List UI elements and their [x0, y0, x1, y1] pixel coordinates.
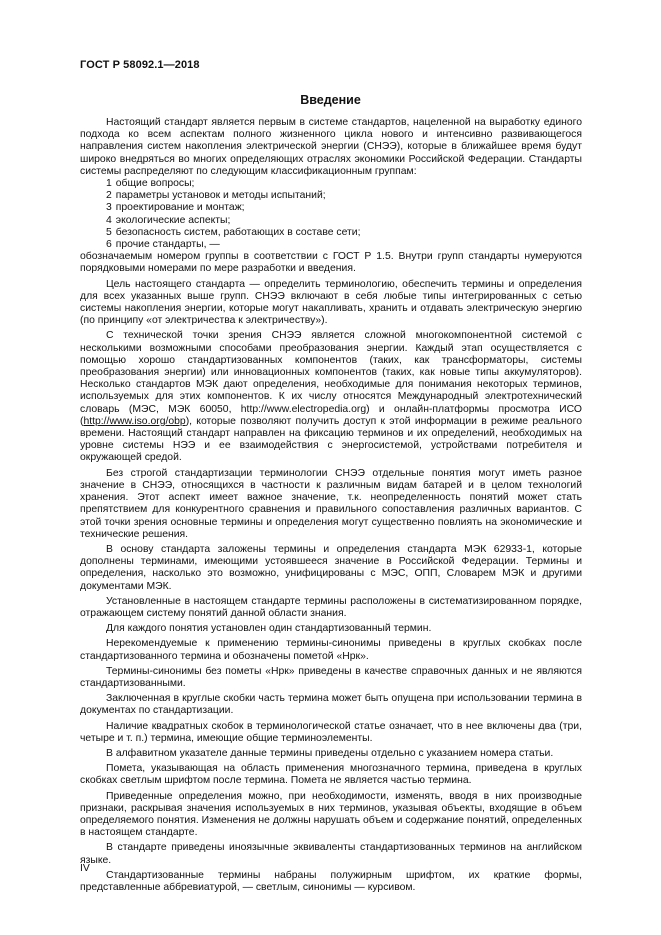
list-item: 2 параметры установок и методы испытаний;: [106, 190, 326, 202]
paragraph: Без строгой стандартизации терминологии СНЭЭ отдельные понятия могут иметь разное значение в СНЭЭ, относящихся в частности к различным видам батарей и в целом технологий хранения. Этот аспект имеет важное значение, т.к. неопределенность понятий может стать препятствием для конкурентного сравнения и правильного сопоставления различных вариантов. С этой точки зрения основные термины и определения могут существенно повлиять на экономические и технические решения.: [80, 467, 582, 540]
paragraph: Для каждого понятия установлен один стандартизованный термин.: [106, 623, 432, 635]
document-body: [80, 117, 582, 894]
classification-list: [80, 178, 582, 251]
iso-obp-link[interactable]: http://www.iso.org/obp: [83, 415, 186, 427]
page-number: IV: [80, 863, 90, 874]
paragraph: В стандарте приведены иноязычные эквиваленты стандартизованных терминов на английском языке.: [80, 842, 582, 866]
paragraph: В основу стандарта заложены термины и определения стандарта МЭК 62933-1, которые дополнены терминами, имеющими устоявшееся значение в Российской Федерации. Термины и определения, насколько это возможно, унифицированы с МЭС, ОПП, Словарем МЭК и другими документами МЭК.: [80, 543, 582, 592]
paragraph: Установленные в настоящем стандарте термины расположены в систематизированном порядке, отражающем систему понятий данной области знания.: [80, 595, 582, 619]
document-header: ГОСТ Р 58092.1—2018: [80, 59, 200, 71]
list-item: 1 общие вопросы;: [106, 178, 195, 190]
paragraph: Нерекомендуемые к применению термины-синонимы приведены в круглых скобках после стандартизованного термина и обозначены пометой «Нрк».: [80, 638, 582, 662]
section-title: Введение: [300, 93, 361, 107]
paragraph: В алфавитном указателе данные термины приведены отдельно с указанием номера статьи.: [106, 747, 554, 759]
paragraph: Наличие квадратных скобок в терминологической статье означает, что в нее включены два (три, четыре и т. п.) термина, имеющие общие терминоэлементы.: [80, 720, 582, 744]
list-item: 5 безопасность систем, работающих в составе сети;: [106, 226, 361, 238]
paragraph: Термины-синонимы без пометы «Нрк» приведены в качестве справочных данных и не являются стандартизованными.: [80, 665, 582, 689]
list-item: 6 прочие стандарты, —: [106, 239, 220, 251]
paragraph-intro: Настоящий стандарт является первым в системе стандартов, нацеленной на выработку единого подхода ко всем аспектам полного жизненного цикла нового и интенсивно развивающегося направления систем накопления электрической энергии (СНЭЭ), которые в ближайшее время будут широко внедряться во многих определяющих отраслях экономики Российской Федерации. Стандарты системы распределяют по следующим классификационным группам:: [80, 117, 582, 177]
list-item: 4 экологические аспекты;: [106, 214, 231, 226]
paragraph: Цель настоящего стандарта — определить терминологию, обеспечить термины и определения для всех указанных выше групп. СНЭЭ включают в себя любые типы интегрированных с сетью системы накопления энергии, которые могут накапливать, хранить и отдавать электрическую энергию (по принципу «от электричества к электричеству»).: [80, 278, 582, 327]
paragraph-intro-end: обозначаемым номером группы в соответствии с ГОСТ Р 1.5. Внутри групп стандарты нумеруются порядковыми номерами по мере разработки и введения.: [80, 251, 582, 275]
paragraph: Помета, указывающая на область применения многозначного термина, приведена в круглых скобках светлым шрифтом после термина. Помета не является частью термина.: [80, 763, 582, 787]
paragraph: Стандартизованные термины набраны полужирным шрифтом, их краткие формы, представленные аббревиатурой, — светлым, синонимы — курсивом.: [80, 869, 582, 893]
paragraph: Заключенная в круглые скобки часть термина может быть опущена при использовании термина в документах по стандартизации.: [80, 693, 582, 717]
paragraph: Приведенные определения можно, при необходимости, изменять, вводя в них производные признаки, раскрывая значения используемых в них терминов, указывая объекты, входящие в объем определяемого понятия. Изменения не должны нарушать объем и содержание понятий, определенных в настоящем стандарте.: [80, 790, 582, 839]
list-item: 3 проектирование и монтаж;: [106, 202, 245, 214]
paragraph: С технической точки зрения СНЭЭ является сложной многокомпонентной системой с несколькими возможными способами преобразования энергии. Каждый этап осуществляется с помощью хорошо стандартизованных компонентов (таких, как трансформаторы, системы преобразования энергии) или инновационных компонентов (таких, как новые типы аккумуляторов). Несколько стандартов МЭК дают определения, необходимые для понимания некоторых терминов, используемых для этих компонентов. К их числу относятся Международный электротехнический словарь (МЭС, МЭК 60050, http://www.electropedia.org) и онлайн-платформы просмотра ИСО (http://www.iso.org/obp), которые позволяют получить доступ к этой информации в режиме реального времени. Настоящий стандарт направлен на фиксацию терминов и их определений, необходимых на уровне системы НЭЭ и ее взаимодействия с энергосистемой, устройствами потребителя и окружающей средой.: [80, 330, 582, 464]
